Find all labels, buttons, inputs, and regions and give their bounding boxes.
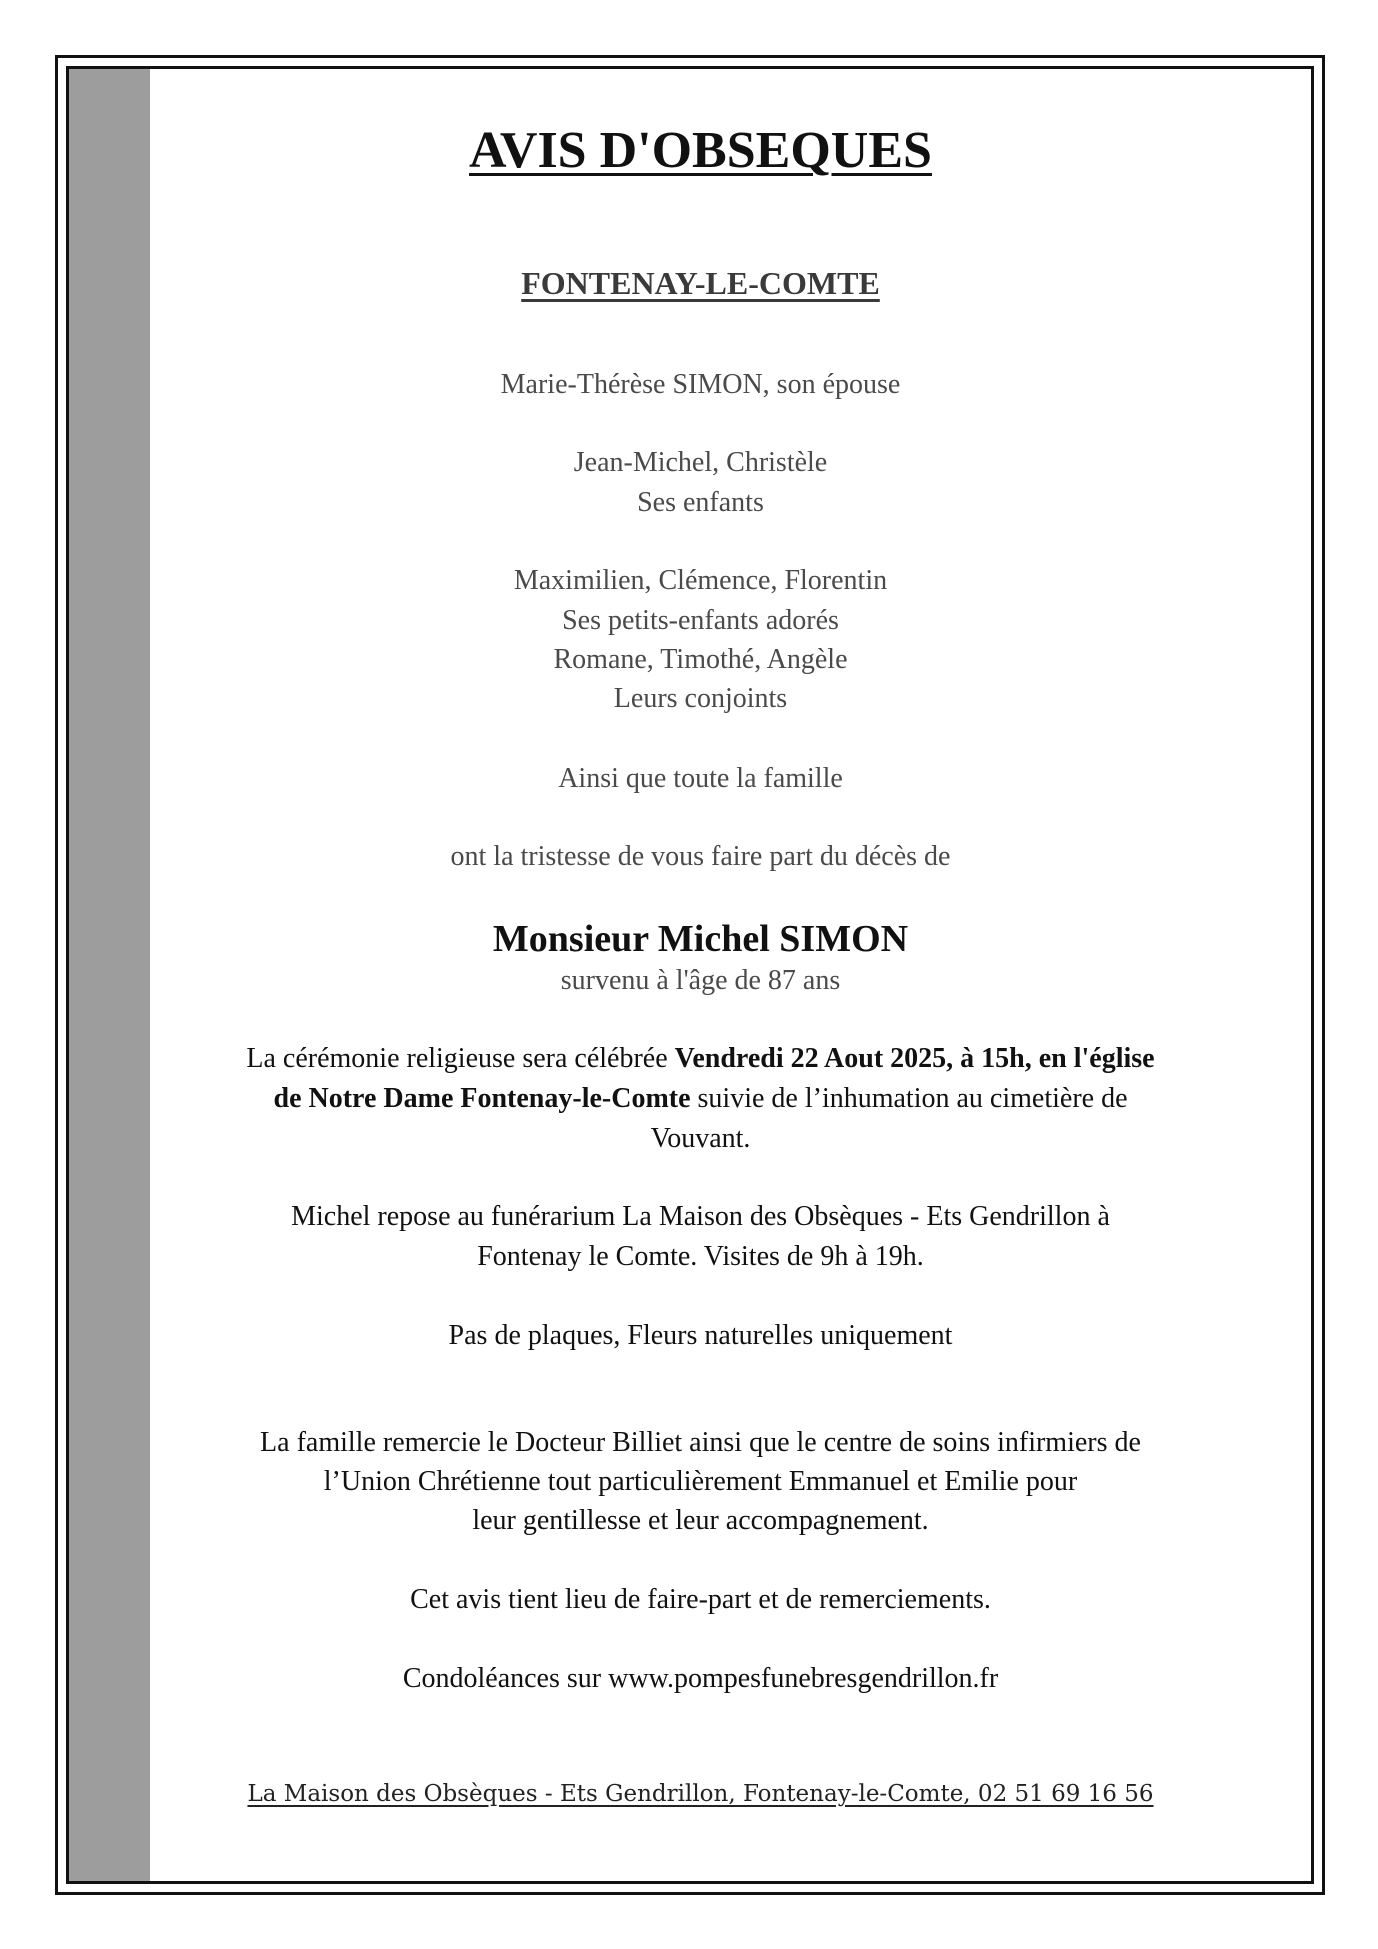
closing-line: Cet avis tient lieu de faire-part et de remerciements. [410,1584,991,1615]
footer-contact: La Maison des Obsèques - Ets Gendrillon, Fontenay-le-Comte, 02 51 69 16 56 [247,1781,1154,1807]
ceremony-line-3: Vouvant. [650,1123,751,1154]
thanks-line-1: La famille remercie le Docteur Billiet ainsi que le centre de soins infirmiers de [260,1427,1141,1458]
flowers-line: Pas de plaques, Fleurs naturelles uniquement [448,1320,953,1351]
thanks-line-2: l’Union Chrétienne tout particulièrement Emmanuel et Emilie pour [323,1466,1078,1497]
spouse-line: Marie-Thérèse SIMON, son épouse [500,369,901,400]
ceremony-date-place: Vendredi 22 Aout 2025, à 15h, en l'église [674,1043,1155,1074]
notice-content [150,69,1251,1881]
ceremony-burial: suivie de l’inhumation au cimetière de [690,1083,1128,1114]
notice-title: AVIS D'OBSEQUES [469,122,932,179]
extended-family-line: Ainsi que toute la famille [558,763,843,794]
children-label: Ses enfants [637,487,764,518]
age-line: survenu à l'âge de 87 ans [560,965,841,996]
grandchildren-label: Ses petits-enfants adorés [562,605,839,636]
ceremony-line-1 [150,1043,1251,1075]
grandchildren-names: Maximilien, Clémence, Florentin [513,565,888,596]
announcement-line: ont la tristesse de vous faire part du décès de [450,841,951,872]
partners-label: Leurs conjoints [613,683,788,714]
funeral-home-line-2: Fontenay le Comte. Visites de 9h à 19h. [477,1241,924,1272]
ceremony-line-2 [150,1083,1251,1115]
ceremony-intro: La cérémonie religieuse sera célébrée [246,1043,675,1074]
partners-names: Romane, Timothé, Angèle [553,644,848,675]
thanks-line-3: leur gentillesse et leur accompagnement. [472,1505,929,1536]
condolences-line: Condoléances sur www.pompesfunebresgendrillon.fr [402,1663,999,1694]
children-names: Jean-Michel, Christèle [573,447,828,478]
ceremony-church: de Notre Dame Fontenay-le-Comte [273,1083,691,1114]
funeral-home-line-1: Michel repose au funérarium La Maison des Obsèques - Ets Gendrillon à [291,1201,1110,1232]
deceased-name: Monsieur Michel SIMON [492,918,909,960]
city-heading: FONTENAY-LE-COMTE [521,265,880,301]
grey-side-bar [69,69,150,1881]
